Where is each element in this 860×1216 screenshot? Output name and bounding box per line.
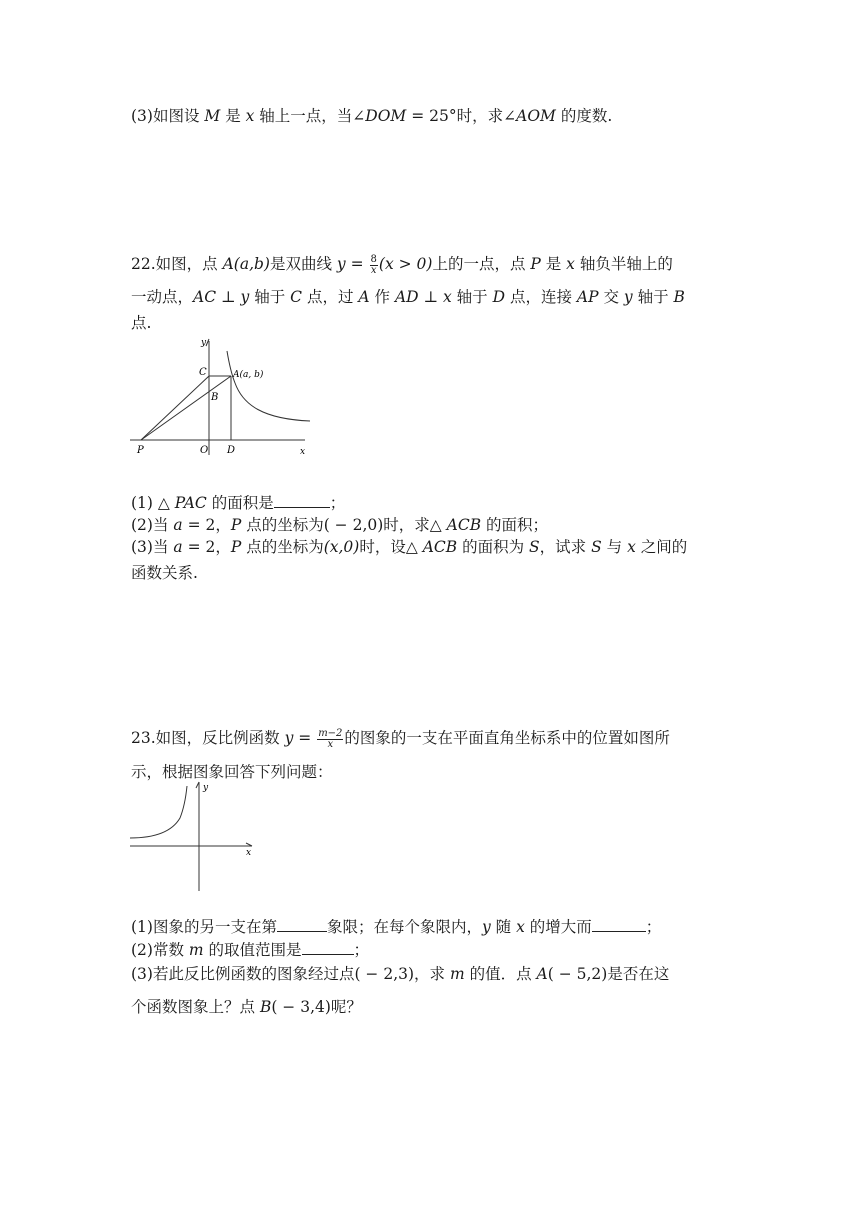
label-y: y — [203, 783, 209, 793]
label-d: D — [227, 445, 236, 456]
answer-blank[interactable] — [277, 917, 327, 932]
label-p: P — [137, 445, 144, 456]
q22-part2: (2)当 a = 2，P 点的坐标为( − 2,0)时，求△ ACB 的面积； — [131, 516, 549, 534]
q23-line2: 示，根据图象回答下列问题： — [131, 763, 333, 781]
answer-blank[interactable] — [592, 917, 646, 932]
label-o: O — [200, 445, 209, 456]
label-x: x — [246, 848, 252, 858]
answer-blank[interactable] — [302, 940, 354, 955]
hyperbola-branch — [227, 351, 310, 421]
label-b: B — [211, 392, 219, 403]
segment-pa — [141, 376, 231, 440]
fraction-m-minus-2-over-x: $\frac{m-2}{x}$ — [318, 727, 343, 750]
label-y: y — [201, 338, 207, 348]
q22-figure — [125, 333, 320, 459]
q23-line1: 23.如图，反比例函数 y = $\frac{m-2}{x}$ 的图象的一支在平面直角坐标系中的位置如图所 — [131, 727, 670, 750]
q23-figure — [128, 778, 258, 894]
answer-blank[interactable] — [274, 493, 330, 508]
q22-part3-line2: 函数关系. — [131, 564, 198, 582]
q23-part1: (1)图象的另一支在第 象限；在每个象限内，y 随 x 的增大而 ； — [131, 918, 662, 936]
segment-pc — [141, 376, 209, 440]
q22-part1: (1) △ PAC 的面积是 ； — [131, 494, 346, 512]
q22-line2: 一动点，AC ⊥ y 轴于 C 点，过 A 作 AD ⊥ x 轴于 D 点，连接 AP 交 y 轴于 B — [131, 288, 685, 306]
q21-part3-text: (3)如图设 M 是 x 轴上一点，当∠DOM = 25°时，求∠AOM 的度数. — [131, 107, 613, 125]
fraction-8-over-x: $\frac{8}{x}$ — [370, 253, 377, 276]
q22-part3: (3)当 a = 2，P 点的坐标为(x,0)时，设△ ACB 的面积为 S，试求 S 与 x 之间的 — [131, 538, 688, 556]
q23-part3-line2: 个函数图象上？点 B( − 3,4)呢？ — [131, 998, 362, 1016]
q23-part2: (2)常数 m 的取值范围是 ； — [131, 941, 370, 959]
hyperbola-branch — [130, 786, 187, 838]
label-a: A(a, b) — [233, 370, 264, 380]
label-x: x — [300, 447, 306, 457]
q23-part3: (3)若此反比例函数的图象经过点( − 2,3)，求 m 的值．点 A( − 5,2)是否在这 — [131, 965, 670, 983]
q22-line3: 点. — [131, 314, 152, 332]
label-c: C — [199, 367, 207, 378]
q22-line1: 22.如图，点 A(a,b)是双曲线 y = $\frac{8}{x}$ (x > 0)上的一点，点 P 是 x 轴负半轴上的 — [131, 253, 673, 276]
